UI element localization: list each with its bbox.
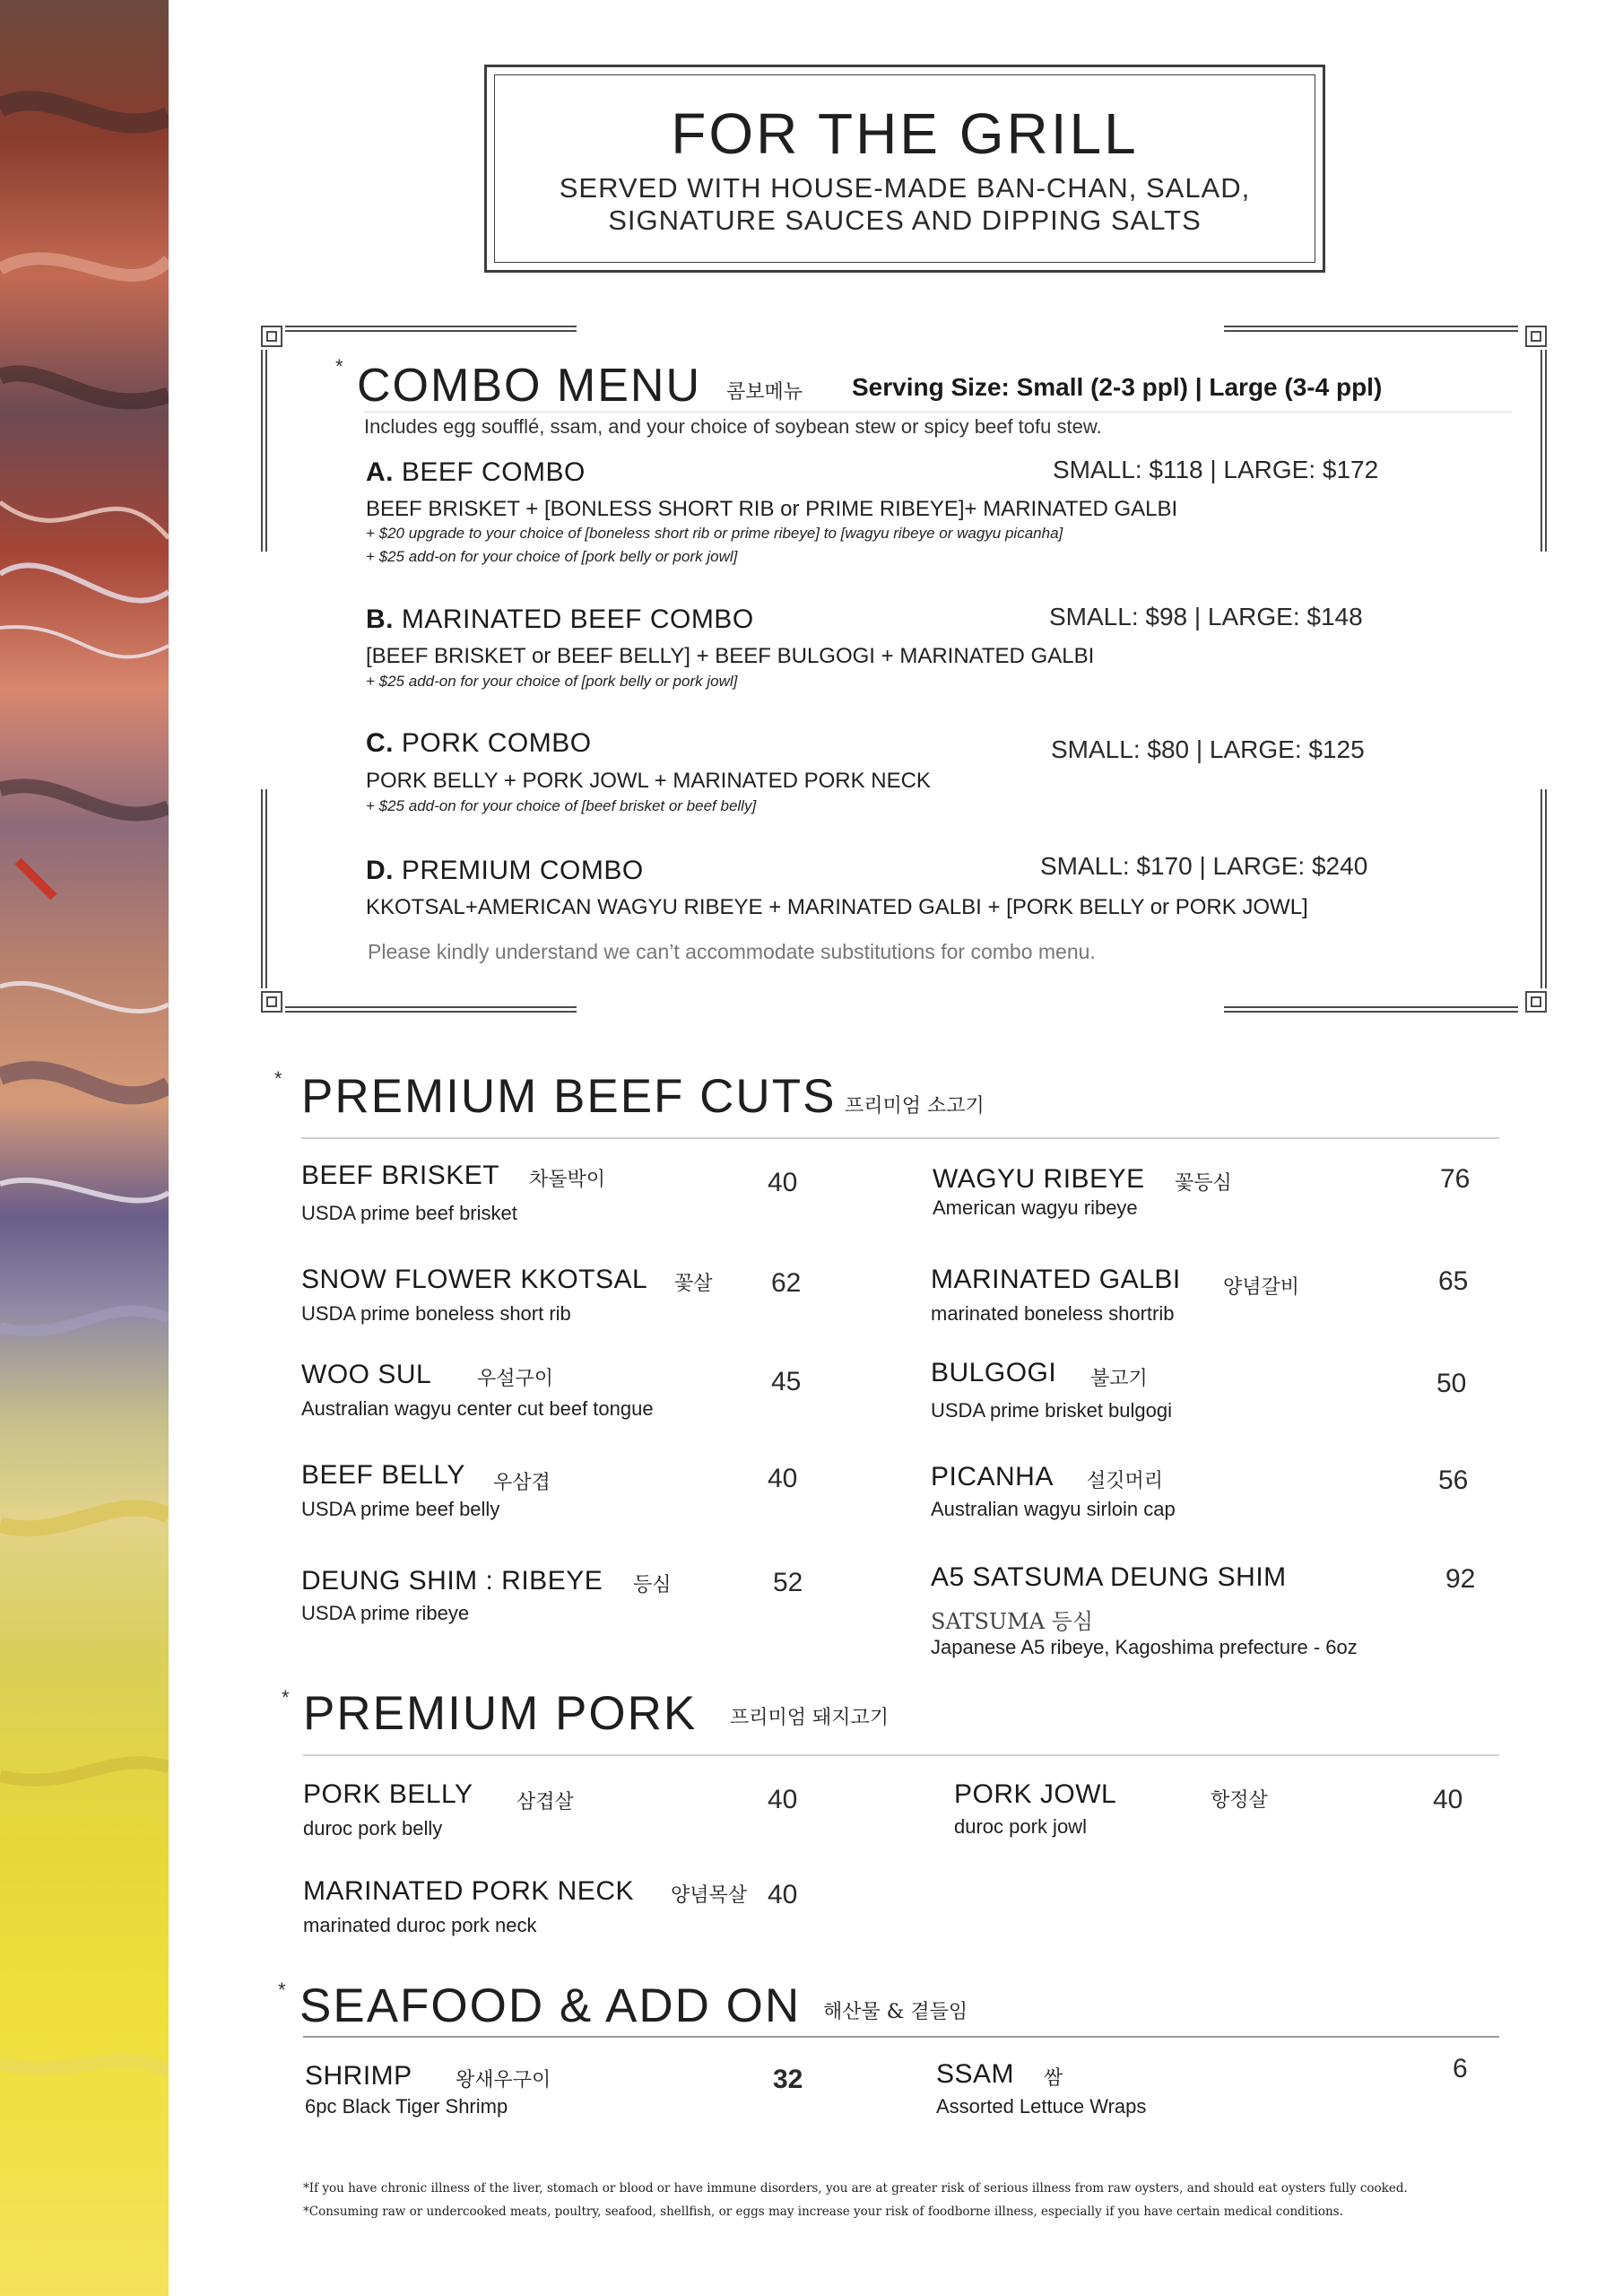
combo-c-name: [366, 728, 592, 759]
combo-a-note-1: + $20 upgrade to your choice of [boneless short rib or prime ribeye] to [wagyu ribeye or wagyu picanha]: [366, 525, 1063, 542]
pork-belly-name: PORK BELLY: [303, 1779, 473, 1809]
pork-jowl-desc: duroc pork jowl: [954, 1815, 1087, 1838]
deung-shim-desc: USDA prime ribeye: [301, 1602, 470, 1624]
pork-section-title: PREMIUM PORK: [303, 1687, 698, 1740]
ssam-desc: Assorted Lettuce Wraps: [936, 2095, 1147, 2118]
beef-star: *: [274, 1067, 282, 1090]
combo-d-desc: KKOTSAL+AMERICAN WAGYU RIBEYE + MARINATED GALBI + [PORK BELLY or PORK JOWL]: [366, 895, 1308, 919]
disclaimer-raw-oysters: *If you have chronic illness of the liver, stomach or blood or have immune disorders, you are at greater risk of serious illness from raw oysters, and should eat oysters fully cooked.: [303, 2181, 1408, 2196]
deung-shim-price: 52: [773, 1568, 803, 1597]
combo-b-letter: B.: [366, 604, 394, 634]
combo-c-desc: PORK BELLY + PORK JOWL + MARINATED PORK NECK: [366, 769, 931, 793]
woo-sul-desc: Australian wagyu center cut beef tongue: [301, 1397, 654, 1420]
shrimp-name: SHRIMP: [305, 2061, 412, 2091]
pork-belly-ko: 삼겹살: [516, 1791, 574, 1813]
shrimp-desc: 6pc Black Tiger Shrimp: [305, 2095, 508, 2118]
wagyu-ribeye-ko: 꽃등심: [1175, 1172, 1232, 1195]
combo-c-title: PORK COMBO: [401, 728, 592, 758]
title-frame: [484, 65, 1325, 273]
combo-title-ko: 콤보메뉴: [726, 381, 803, 404]
a5-satsuma-price: 92: [1445, 1564, 1476, 1594]
combo-rule: [364, 412, 1512, 413]
kkotsal-ko: 꽃살: [674, 1273, 713, 1295]
deung-shim-ko: 등심: [633, 1574, 672, 1596]
combo-a-name: [366, 457, 586, 488]
marinated-galbi-ko: 양념갈비: [1223, 1276, 1300, 1299]
combo-c-letter: C.: [366, 728, 394, 758]
combo-a-letter: A.: [366, 457, 394, 487]
combo-a-price: SMALL: $118 | LARGE: $172: [1053, 456, 1379, 483]
shrimp-price: 32: [773, 2065, 803, 2094]
kkotsal-price: 62: [771, 1268, 802, 1298]
shrimp-ko: 왕새우구이: [456, 2069, 551, 2092]
combo-c-note-1: + $25 add-on for your choice of [beef brisket or beef belly]: [366, 797, 757, 814]
seafood-section-title: SEAFOOD & ADD ON: [299, 1979, 802, 2032]
bulgogi-price: 50: [1436, 1369, 1467, 1398]
combo-b-desc: [BEEF BRISKET or BEEF BELLY] + BEEF BULGOGI + MARINATED GALBI: [366, 644, 1095, 668]
kkotsal-name: SNOW FLOWER KKOTSAL: [301, 1265, 648, 1294]
combo-b-name: [366, 604, 754, 635]
woo-sul-name: WOO SUL: [301, 1360, 432, 1389]
woo-sul-price: 45: [771, 1367, 802, 1396]
seafood-section-title-ko: 해산물 & 곁들임: [823, 2001, 968, 2023]
pork-section-title-ko: 프리미엄 돼지고기: [730, 1707, 890, 1729]
beef-section-title-ko: 프리미엄 소고기: [845, 1095, 985, 1118]
serving-size: Serving Size: Small (2-3 ppl) | Large (3-4 ppl): [852, 373, 1383, 401]
combo-a-desc: BEEF BRISKET + [BONLESS SHORT RIB or PRIME RIBEYE]+ MARINATED GALBI: [366, 497, 1178, 521]
picanha-ko: 설깃머리: [1087, 1470, 1164, 1492]
combo-c-price: SMALL: $80 | LARGE: $125: [1051, 735, 1365, 763]
ssam-ko: 쌈: [1044, 2067, 1063, 2090]
beef-section-title: PREMIUM BEEF CUTS: [301, 1070, 837, 1123]
page-title: FOR THE GRILL: [671, 101, 1139, 166]
bulgogi-name: BULGOGI: [931, 1358, 1057, 1387]
pork-jowl-ko: 항정살: [1211, 1789, 1268, 1812]
ssam-price: 6: [1453, 2054, 1468, 2083]
beef-belly-name: BEEF BELLY: [301, 1460, 465, 1490]
combo-a-title: BEEF COMBO: [401, 457, 586, 487]
pork-neck-name: MARINATED PORK NECK: [303, 1876, 634, 1906]
pork-jowl-price: 40: [1433, 1785, 1463, 1814]
combo-b-price: SMALL: $98 | LARGE: $148: [1049, 603, 1363, 631]
picanha-desc: Australian wagyu sirloin cap: [931, 1498, 1176, 1520]
beef-brisket-name: BEEF BRISKET: [301, 1161, 500, 1190]
combo-d-name: [366, 856, 644, 886]
pork-star: *: [282, 1686, 290, 1709]
ssam-name: SSAM: [936, 2059, 1015, 2089]
marinated-galbi-price: 65: [1438, 1266, 1469, 1296]
combo-title: COMBO MENU: [357, 360, 701, 412]
a5-satsuma-ko: SATSUMA 등심: [931, 1609, 1094, 1634]
combo-a-note-2: + $25 add-on for your choice of [pork belly or pork jowl]: [366, 548, 738, 565]
beef-belly-desc: USDA prime beef belly: [301, 1498, 500, 1520]
combo-d-title: PREMIUM COMBO: [401, 856, 644, 885]
combo-footnote: Please kindly understand we can’t accommodate substitutions for combo menu.: [368, 940, 1096, 963]
picanha-name: PICANHA: [931, 1462, 1054, 1492]
pork-neck-price: 40: [768, 1880, 798, 1909]
kkotsal-desc: USDA prime boneless short rib: [301, 1302, 571, 1325]
pork-neck-desc: marinated duroc pork neck: [303, 1914, 537, 1936]
seafood-rule: [303, 2036, 1499, 2038]
wagyu-ribeye-name: WAGYU RIBEYE: [933, 1164, 1145, 1194]
a5-satsuma-desc: Japanese A5 ribeye, Kagoshima prefecture - 6oz: [931, 1636, 1358, 1658]
seafood-star: *: [278, 1979, 286, 2001]
bulgogi-ko: 불고기: [1090, 1368, 1148, 1390]
pork-jowl-name: PORK JOWL: [954, 1779, 1117, 1809]
wagyu-ribeye-desc: American wagyu ribeye: [933, 1196, 1138, 1219]
combo-b-title: MARINATED BEEF COMBO: [401, 604, 754, 634]
page-subtitle-line1: SERVED WITH HOUSE-MADE BAN-CHAN, SALAD,: [559, 172, 1251, 204]
woo-sul-ko: 우설구이: [477, 1368, 554, 1390]
a5-satsuma-name: A5 SATSUMA DEUNG SHIM: [931, 1562, 1287, 1592]
beef-rule: [301, 1137, 1499, 1139]
pork-neck-ko: 양념목살: [671, 1884, 748, 1907]
decorative-painting: [0, 0, 169, 2296]
marinated-galbi-desc: marinated boneless shortrib: [931, 1302, 1175, 1325]
page-subtitle-line2: SIGNATURE SAUCES AND DIPPING SALTS: [608, 204, 1202, 236]
beef-belly-ko: 우삼겹: [493, 1472, 551, 1494]
beef-brisket-desc: USDA prime beef brisket: [301, 1202, 517, 1224]
marinated-galbi-name: MARINATED GALBI: [931, 1265, 1181, 1294]
pork-rule: [303, 1754, 1499, 1756]
pork-belly-price: 40: [768, 1785, 798, 1814]
bulgogi-desc: USDA prime brisket bulgogi: [931, 1399, 1173, 1422]
pork-belly-desc: duroc pork belly: [303, 1817, 443, 1839]
deung-shim-name: DEUNG SHIM : RIBEYE: [301, 1566, 603, 1596]
disclaimer-undercooked: *Consuming raw or undercooked meats, poultry, seafood, shellfish, or eggs may increase your risk of foodborne illness, especially if you have certain medical conditions.: [303, 2205, 1343, 2219]
beef-belly-price: 40: [768, 1464, 798, 1493]
combo-star: *: [335, 355, 343, 378]
beef-brisket-price: 40: [768, 1168, 798, 1197]
combo-includes: Includes egg soufflé, ssam, and your choice of soybean stew or spicy beef tofu stew.: [364, 415, 1102, 438]
beef-brisket-ko: 차돌박이: [529, 1169, 606, 1191]
picanha-price: 56: [1438, 1465, 1469, 1495]
wagyu-ribeye-price: 76: [1440, 1164, 1471, 1194]
combo-d-letter: D.: [366, 856, 394, 885]
combo-b-note-1: + $25 add-on for your choice of [pork belly or pork jowl]: [366, 673, 738, 690]
combo-d-price: SMALL: $170 | LARGE: $240: [1040, 852, 1368, 880]
